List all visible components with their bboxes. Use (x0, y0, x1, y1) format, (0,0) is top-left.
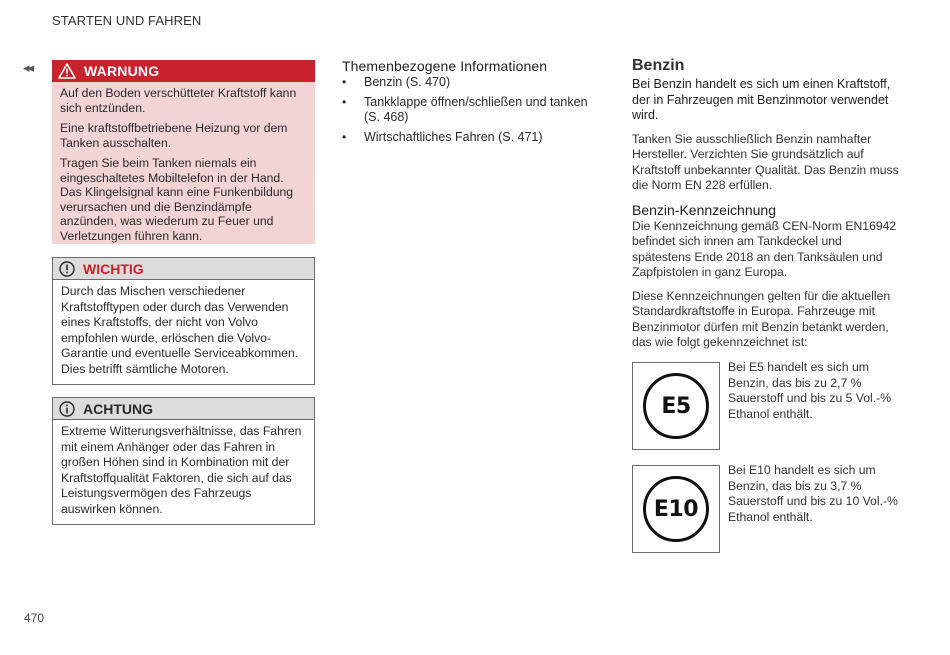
benzin-section (632, 57, 900, 359)
related-item[interactable]: • Benzin (S. 470) (342, 75, 451, 89)
e5-description: Bei E5 handelt es sich um Benzin, das bis zu 2,7 % Sauerstoff und bis zu 5 Vol.-% Ethanol enthält. (728, 360, 892, 421)
warning-title: WARNUNG (84, 63, 160, 79)
e10-description: Bei E10 handelt es sich um Benzin, das bis zu 3,7 % Sauerstoff und bis zu 10 Vol.-% Ethanol enthält. (728, 463, 898, 524)
caution-box (52, 397, 315, 525)
e10-label-icon: E10 (643, 476, 709, 542)
e5-label-icon: E5 (643, 373, 709, 439)
warning-paragraph: Tragen Sie beim Tanken niemals ein eingeschaltetes Mobiltelefon in der Hand. Das Klingelsignal kann eine Funkenbildung verursachen und die Benzindämpfe anzünden, was wiederum zu Feuer und Verletzungen führen kann. (60, 156, 294, 243)
info-icon (59, 401, 75, 417)
e10-label-row (632, 465, 900, 553)
kennzeichnung-text2: Diese Kennzeichnungen gelten für die aktuellen Standardkraftstoffe in Europa. Fahrzeuge mit Benzinmotor dürfen mit Benzin betankt werden, das wie folgt gekennzeichnet ist: (632, 288, 891, 349)
important-body: Durch das Mischen verschiedener Kraftstofftypen oder durch das Verwenden eines Kraftstoffs, der nicht von Volvo empfohlen wurde, erlöschen die Volvo-Garantie und eventuelle Serviceabkommen. Dies betrifft sämtliche Motoren. (61, 284, 299, 376)
page-number: 470 (24, 611, 45, 625)
warning-paragraph: Eine kraftstoffbetriebene Heizung vor dem Tanken ausschalten. (60, 121, 288, 150)
important-title: WICHTIG (83, 260, 144, 277)
caution-body: Extreme Witterungsverhältnisse, das Fahren mit einem Anhänger oder das Fahren in großen Höhen sind in Kombination mit der Kraftstoffqualität Faktoren, die sich auf das Leistungsvermögen des Fahrzeugs auswirken können. (61, 424, 302, 516)
warning-body (52, 82, 315, 243)
warning-header (52, 60, 315, 82)
caution-title: ACHTUNG (83, 400, 153, 417)
important-header (53, 258, 314, 280)
benzin-intro: Bei Benzin handelt es sich um einen Kraftstoff, der in Fahrzeugen mit Benzinmotor verwendet wird. (632, 77, 891, 122)
e5-label-box (632, 362, 720, 450)
related-info (342, 58, 592, 149)
benzin-paragraph: Tanken Sie ausschließlich Benzin namhafter Hersteller. Verzichten Sie grundsätzlich auf Kraftstoff unbekannter Qualität. Das Benzin muss die Norm EN 228 erfüllen. (632, 131, 899, 192)
kennzeichnung-text: Die Kennzeichnung gemäß CEN-Norm EN16942 befindet sich innen am Tankdeckel und spätestens Ende 2018 an den Tanksäulen und Zapfpistolen in ganz Europa. (632, 218, 897, 279)
related-list (342, 75, 592, 145)
related-title: Themenbezogene Informationen (342, 58, 548, 74)
important-icon (59, 261, 75, 277)
benzin-title: Benzin (632, 57, 685, 74)
warning-box (52, 60, 315, 244)
e5-label-row (632, 362, 900, 450)
warning-triangle-icon (58, 63, 76, 79)
kennzeichnung-title: Benzin-Kennzeichnung (632, 201, 776, 218)
back-arrows-icon[interactable]: ◂◂ (23, 60, 33, 75)
e10-label-box (632, 465, 720, 553)
related-item[interactable]: • Tankklappe öffnen/schließen und tanken (S. 468) (342, 94, 588, 124)
related-item[interactable]: • Wirtschaftliches Fahren (S. 471) (342, 129, 543, 144)
warning-paragraph: Auf den Boden verschütteter Kraftstoff kann sich entzünden. (60, 86, 297, 115)
caution-header (53, 398, 314, 420)
important-box (52, 257, 315, 385)
section-header: STARTEN UND FAHREN (52, 13, 202, 28)
